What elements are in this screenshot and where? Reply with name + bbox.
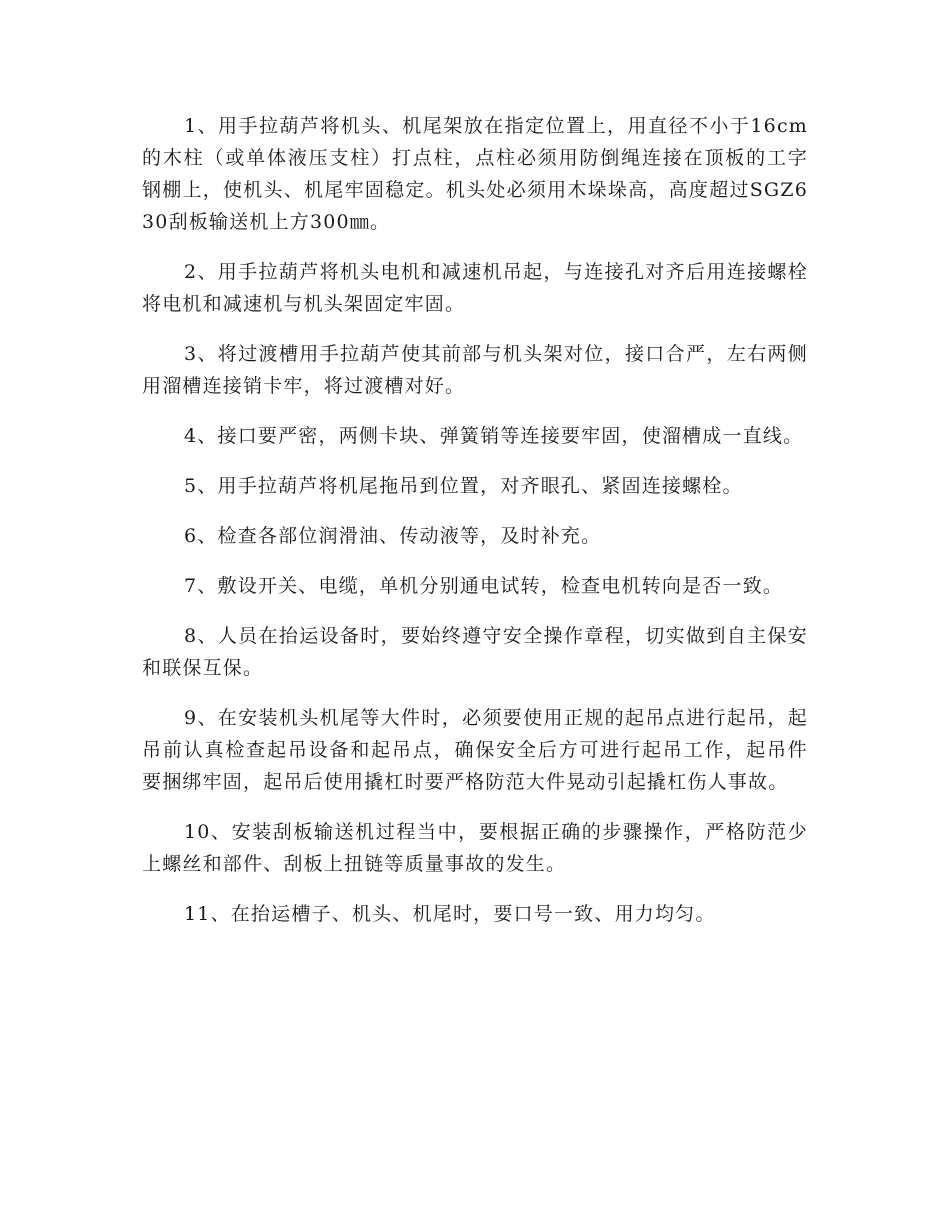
document-body xyxy=(142,110,808,948)
paragraph-6: 6、检查各部位润滑油、传动液等，及时补充。 xyxy=(184,525,602,547)
paragraph-3: 3、将过渡槽用手拉葫芦使其前部与机头架对位，接口合严，左右两侧用溜槽连接销卡牢，将过渡槽对好。 xyxy=(142,343,808,397)
paragraph-1: 1、用手拉葫芦将机头、机尾架放在指定位置上，用直径不小于16cm的木柱（或单体液压支柱）打点柱，点柱必须用防倒绳连接在顶板的工字钢棚上，使机头、机尾牢固稳定。机头处必须用木垛垛高，高度超过SGZ630刮板输送机上方300㎜。 xyxy=(142,115,808,233)
paragraph-5: 5、用手拉葫芦将机尾拖吊到位置，对齐眼孔、紧固连接螺栓。 xyxy=(184,475,743,497)
paragraph-2: 2、用手拉葫芦将机头电机和减速机吊起，与连接孔对齐后用连接螺栓将电机和减速机与机头架固定牢固。 xyxy=(142,261,808,315)
paragraph-7: 7、敷设开关、电缆，单机分别通电试转，检查电机转向是否一致。 xyxy=(184,575,784,597)
paragraph-4: 4、接口要严密，两侧卡块、弹簧销等连接要牢固，使溜槽成一直线。 xyxy=(184,425,804,447)
paragraph-8: 8、人员在抬运设备时，要始终遵守安全操作章程，切实做到自主保安和联保互保。 xyxy=(142,625,808,679)
paragraph-9: 9、在安装机头机尾等大件时，必须要使用正规的起吊点进行起吊，起吊前认真检查起吊设备和起吊点，确保安全后方可进行起吊工作，起吊件要捆绑牢固，起吊后使用撬杠时要严格防范大件晃动引起撬杠伤人事故。 xyxy=(142,707,808,793)
paragraph-10: 10、安装刮板输送机过程当中，要根据正确的步骤操作，严格防范少上螺丝和部件、刮板上扭链等质量事故的发生。 xyxy=(142,821,808,875)
paragraph-11: 11、在抬运槽子、机头、机尾时，要口号一致、用力均匀。 xyxy=(184,903,716,925)
